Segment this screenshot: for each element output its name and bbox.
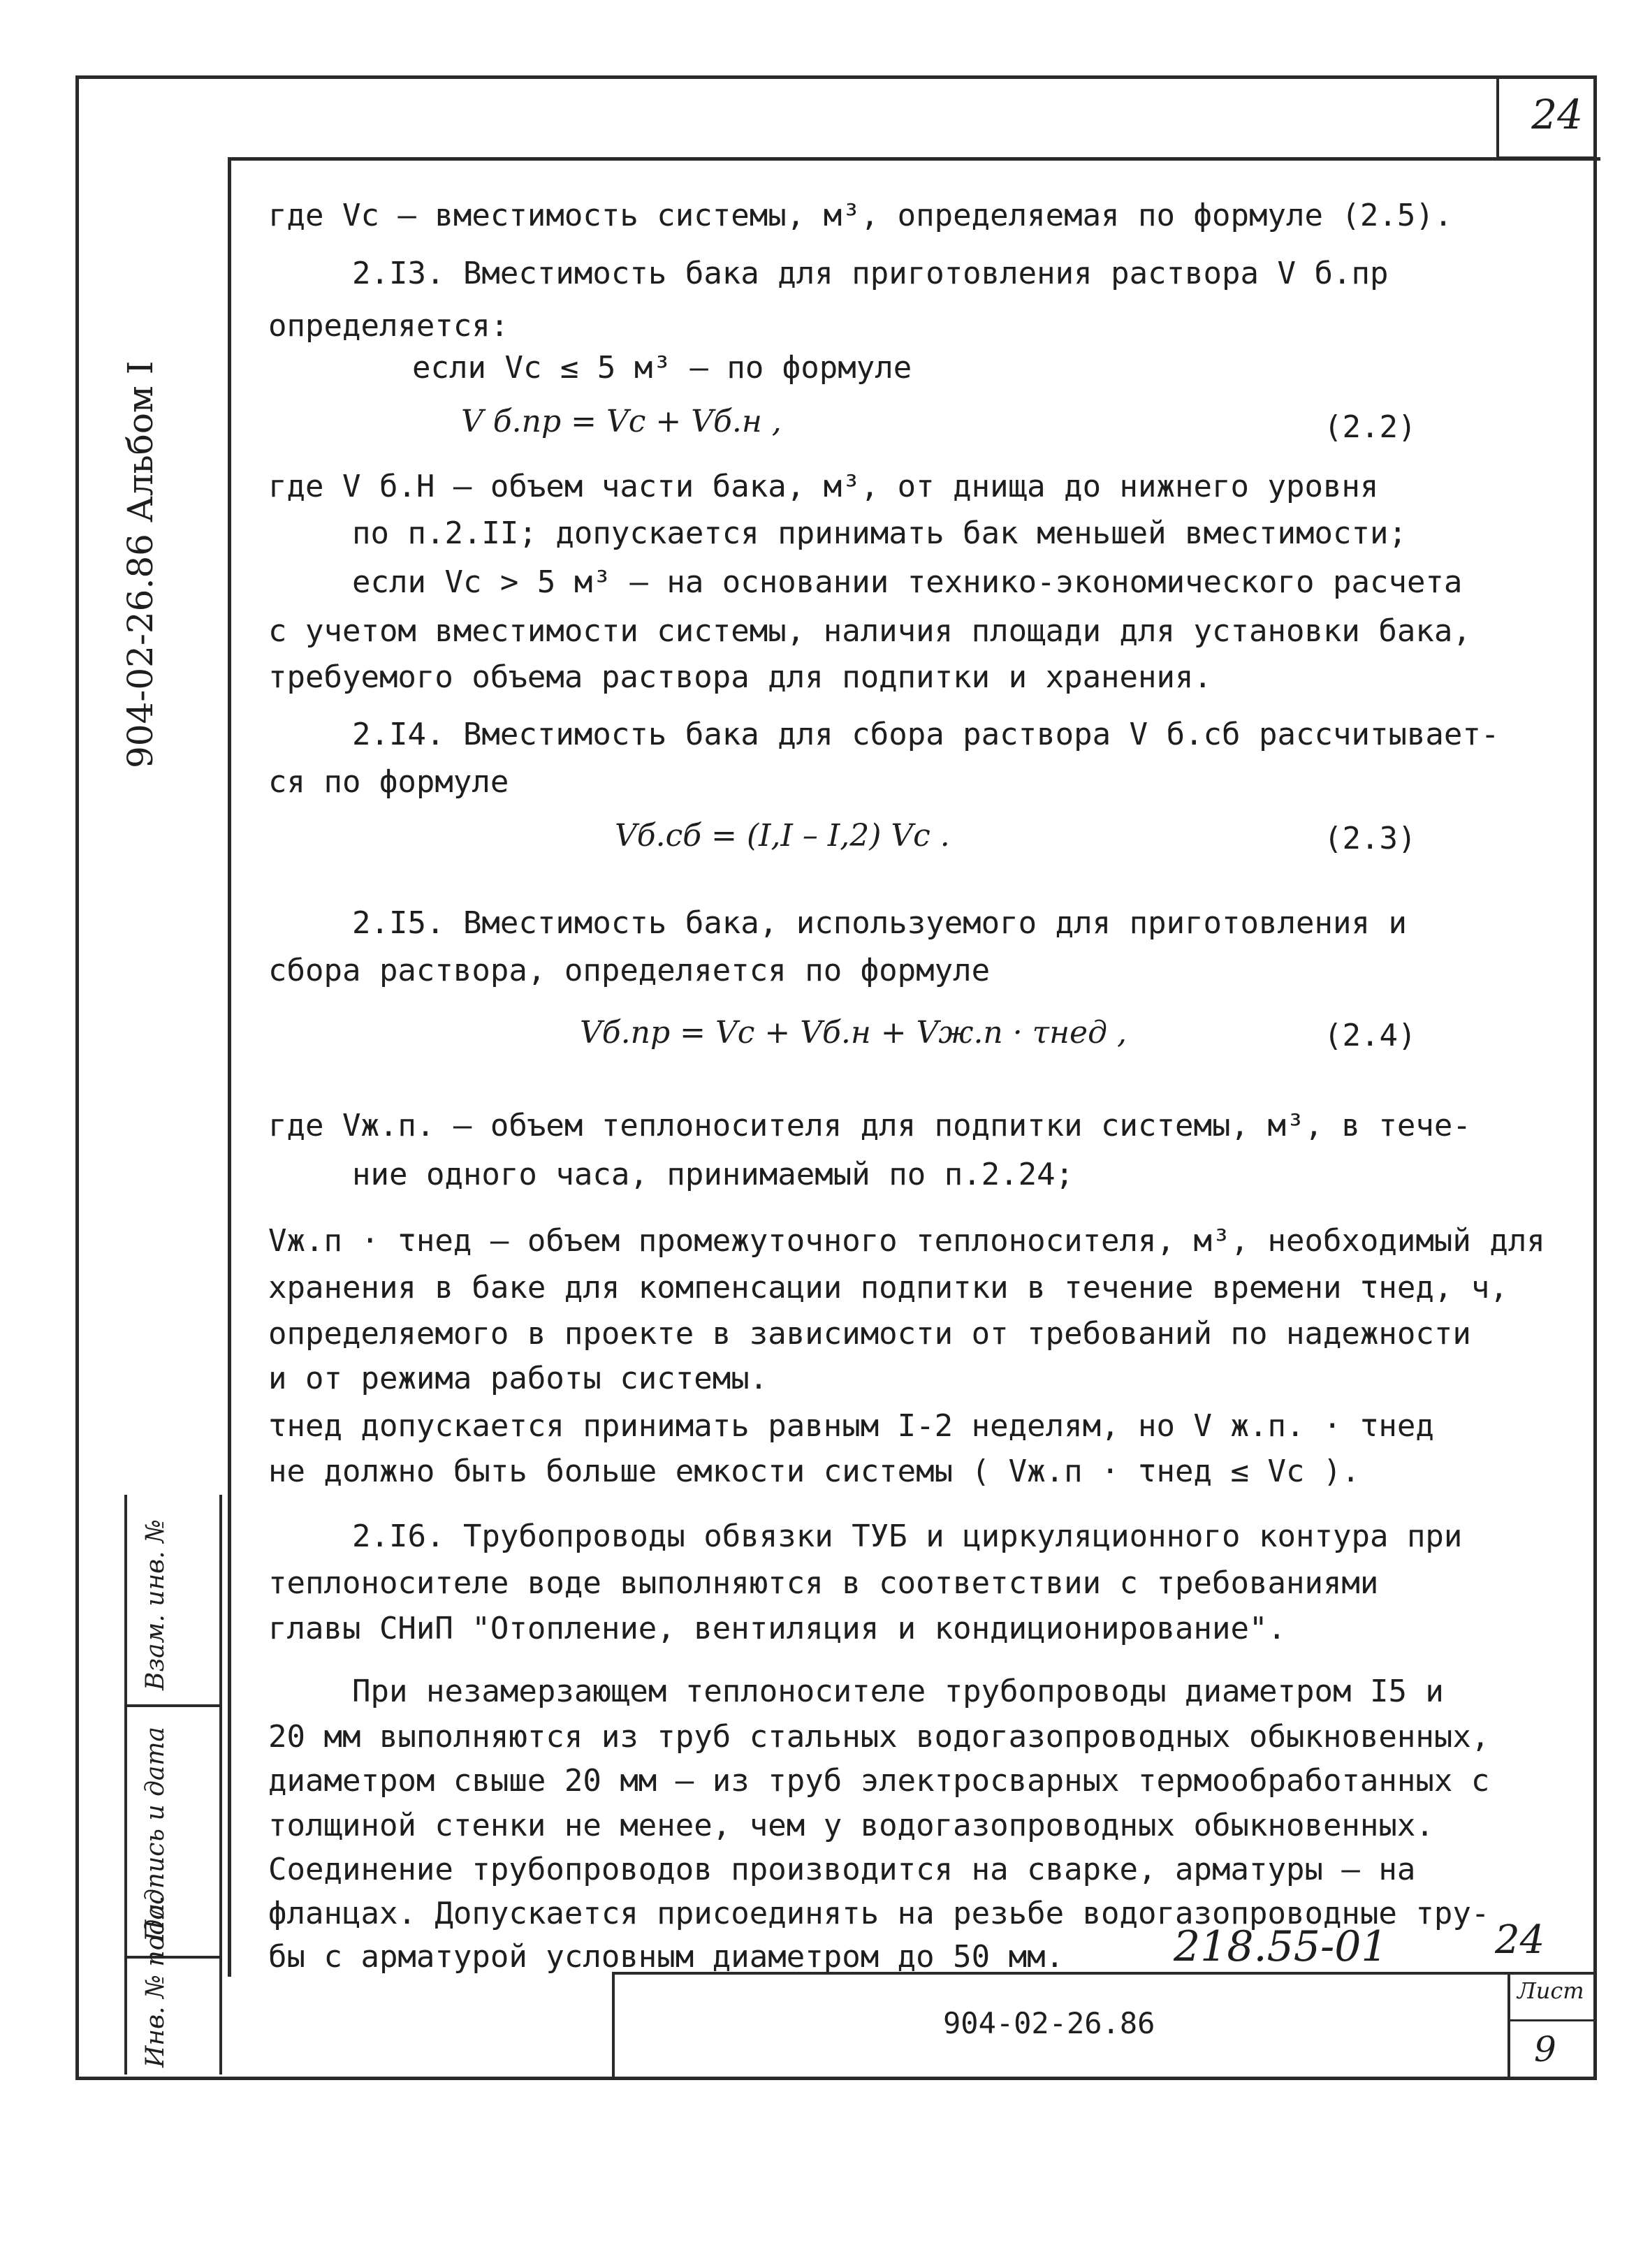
text-line: где Vж.п. – объем теплоносителя для подпитки системы, м³, в тече- — [268, 1108, 1471, 1143]
page-number: 24 — [1531, 91, 1583, 138]
text-line: 2.I4. Вместимость бака для сбора раствора V б.сб рассчитывает- — [352, 717, 1500, 752]
text-line: теплоносителе воде выполняются в соответствии с требованиями — [268, 1565, 1379, 1601]
text-line: 2.I5. Вместимость бака, используемого для приготовления и — [352, 905, 1407, 941]
text-line: и от режима работы системы. — [268, 1361, 768, 1396]
text-line: где V б.Н – объем части бака, м³, от днища до нижнего уровня — [268, 469, 1379, 504]
text-line: требуемого объема раствора для подпитки и хранения. — [268, 659, 1213, 695]
text-line: диаметром свыше 20 мм – из труб электросварных термообработанных с — [268, 1763, 1490, 1799]
text-line: бы с арматурой условным диаметром до 50 мм. — [268, 1939, 1065, 1975]
stamp-column — [124, 1495, 222, 2075]
text-line: ние одного часа, принимаемый по п.2.24; — [352, 1157, 1074, 1192]
text-line: определяется: — [268, 308, 509, 344]
text-line: если Vc > 5 м³ – на основании технико-экономического расчета — [352, 564, 1463, 600]
stamp-divider — [127, 1704, 219, 1707]
text-line: ся по формуле — [268, 764, 509, 800]
text-line: хранения в баке для компенсации подпитки в течение времени τнед, ч, — [268, 1270, 1508, 1305]
formula-line: V б.пр = Vc + Vб.н , — [461, 404, 782, 439]
sheet-number: 9 — [1534, 2029, 1556, 2070]
text-line: Vж.п · τнед – объем промежуточного теплоносителя, м³, необходимый для — [268, 1223, 1545, 1259]
text-line: сбора раствора, определяется по формуле — [268, 953, 991, 988]
sheet-divider — [1510, 2019, 1594, 2021]
stamp-label-replaced-inv: Взам. инв. № — [141, 1519, 170, 1690]
text-line: по п.2.II; допускается принимать бак меньшей вместимости; — [352, 515, 1407, 551]
text-line: фланцах. Допускается присоединять на резьбе водогазопроводные тру- — [268, 1896, 1490, 1931]
page-number-box — [1496, 75, 1597, 159]
archive-sheet-number: 24 — [1495, 1917, 1545, 1963]
formula-line: Vб.пр = Vc + Vб.н + Vж.п · τнед , — [580, 1015, 1127, 1051]
title-block-code: 904-02-26.86 — [943, 2006, 1155, 2040]
equation-number: (2.3) — [1324, 821, 1417, 856]
text-line: При незамерзающем теплоносителе трубопроводы диаметром I5 и — [352, 1674, 1444, 1709]
title-block — [612, 1972, 1597, 2080]
text-line: 2.I3. Вместимость бака для приготовления раствора V б.пр — [352, 256, 1389, 291]
equation-number: (2.2) — [1324, 409, 1417, 445]
stamp-label-signature-date: Подпись и дата — [141, 1727, 170, 1942]
archive-stamp-number: 218.55-01 — [1174, 1922, 1388, 1971]
stamp-label-orig-inv: Инв. № подл. — [141, 1895, 170, 2068]
text-line: 20 мм выполняются из труб стальных водогазопроводных обыкновенных, — [268, 1719, 1490, 1755]
text-line: с учетом вместимости системы, наличия площади для установки бака, — [268, 613, 1471, 649]
text-line: определяемого в проекте в зависимости от требований по надежности — [268, 1316, 1471, 1352]
text-line: τнед допускается принимать равным I-2 неделям, но V ж.п. · τнед — [268, 1408, 1434, 1444]
text-line: где Vc – вместимость системы, м³, определяемая по формуле (2.5). — [268, 198, 1453, 233]
text-line: Соединение трубопроводов производится на сварке, арматуры – на — [268, 1852, 1416, 1887]
formula-line: Vб.сб = (I,I – I,2) Vc . — [615, 818, 950, 854]
text-line: главы СНиП "Отопление, вентиляция и кондиционирование". — [268, 1611, 1286, 1646]
text-line: 2.I6. Трубопроводы обвязки ТУБ и циркуляционного контура при — [352, 1519, 1463, 1554]
side-document-code: 904-02-26.86 Альбом I — [120, 360, 161, 768]
sheet-cell — [1507, 1975, 1594, 2077]
text-line: если Vc ≤ 5 м³ – по формуле — [412, 350, 912, 386]
text-line: не должно быть больше емкости системы ( Vж.п · τнед ≤ Vc ). — [268, 1454, 1360, 1489]
text-line: толщиной стенки не менее, чем у водогазопроводных обыкновенных. — [268, 1808, 1434, 1843]
equation-number: (2.4) — [1324, 1018, 1417, 1053]
sheet-label: Лист — [1517, 1977, 1584, 2004]
